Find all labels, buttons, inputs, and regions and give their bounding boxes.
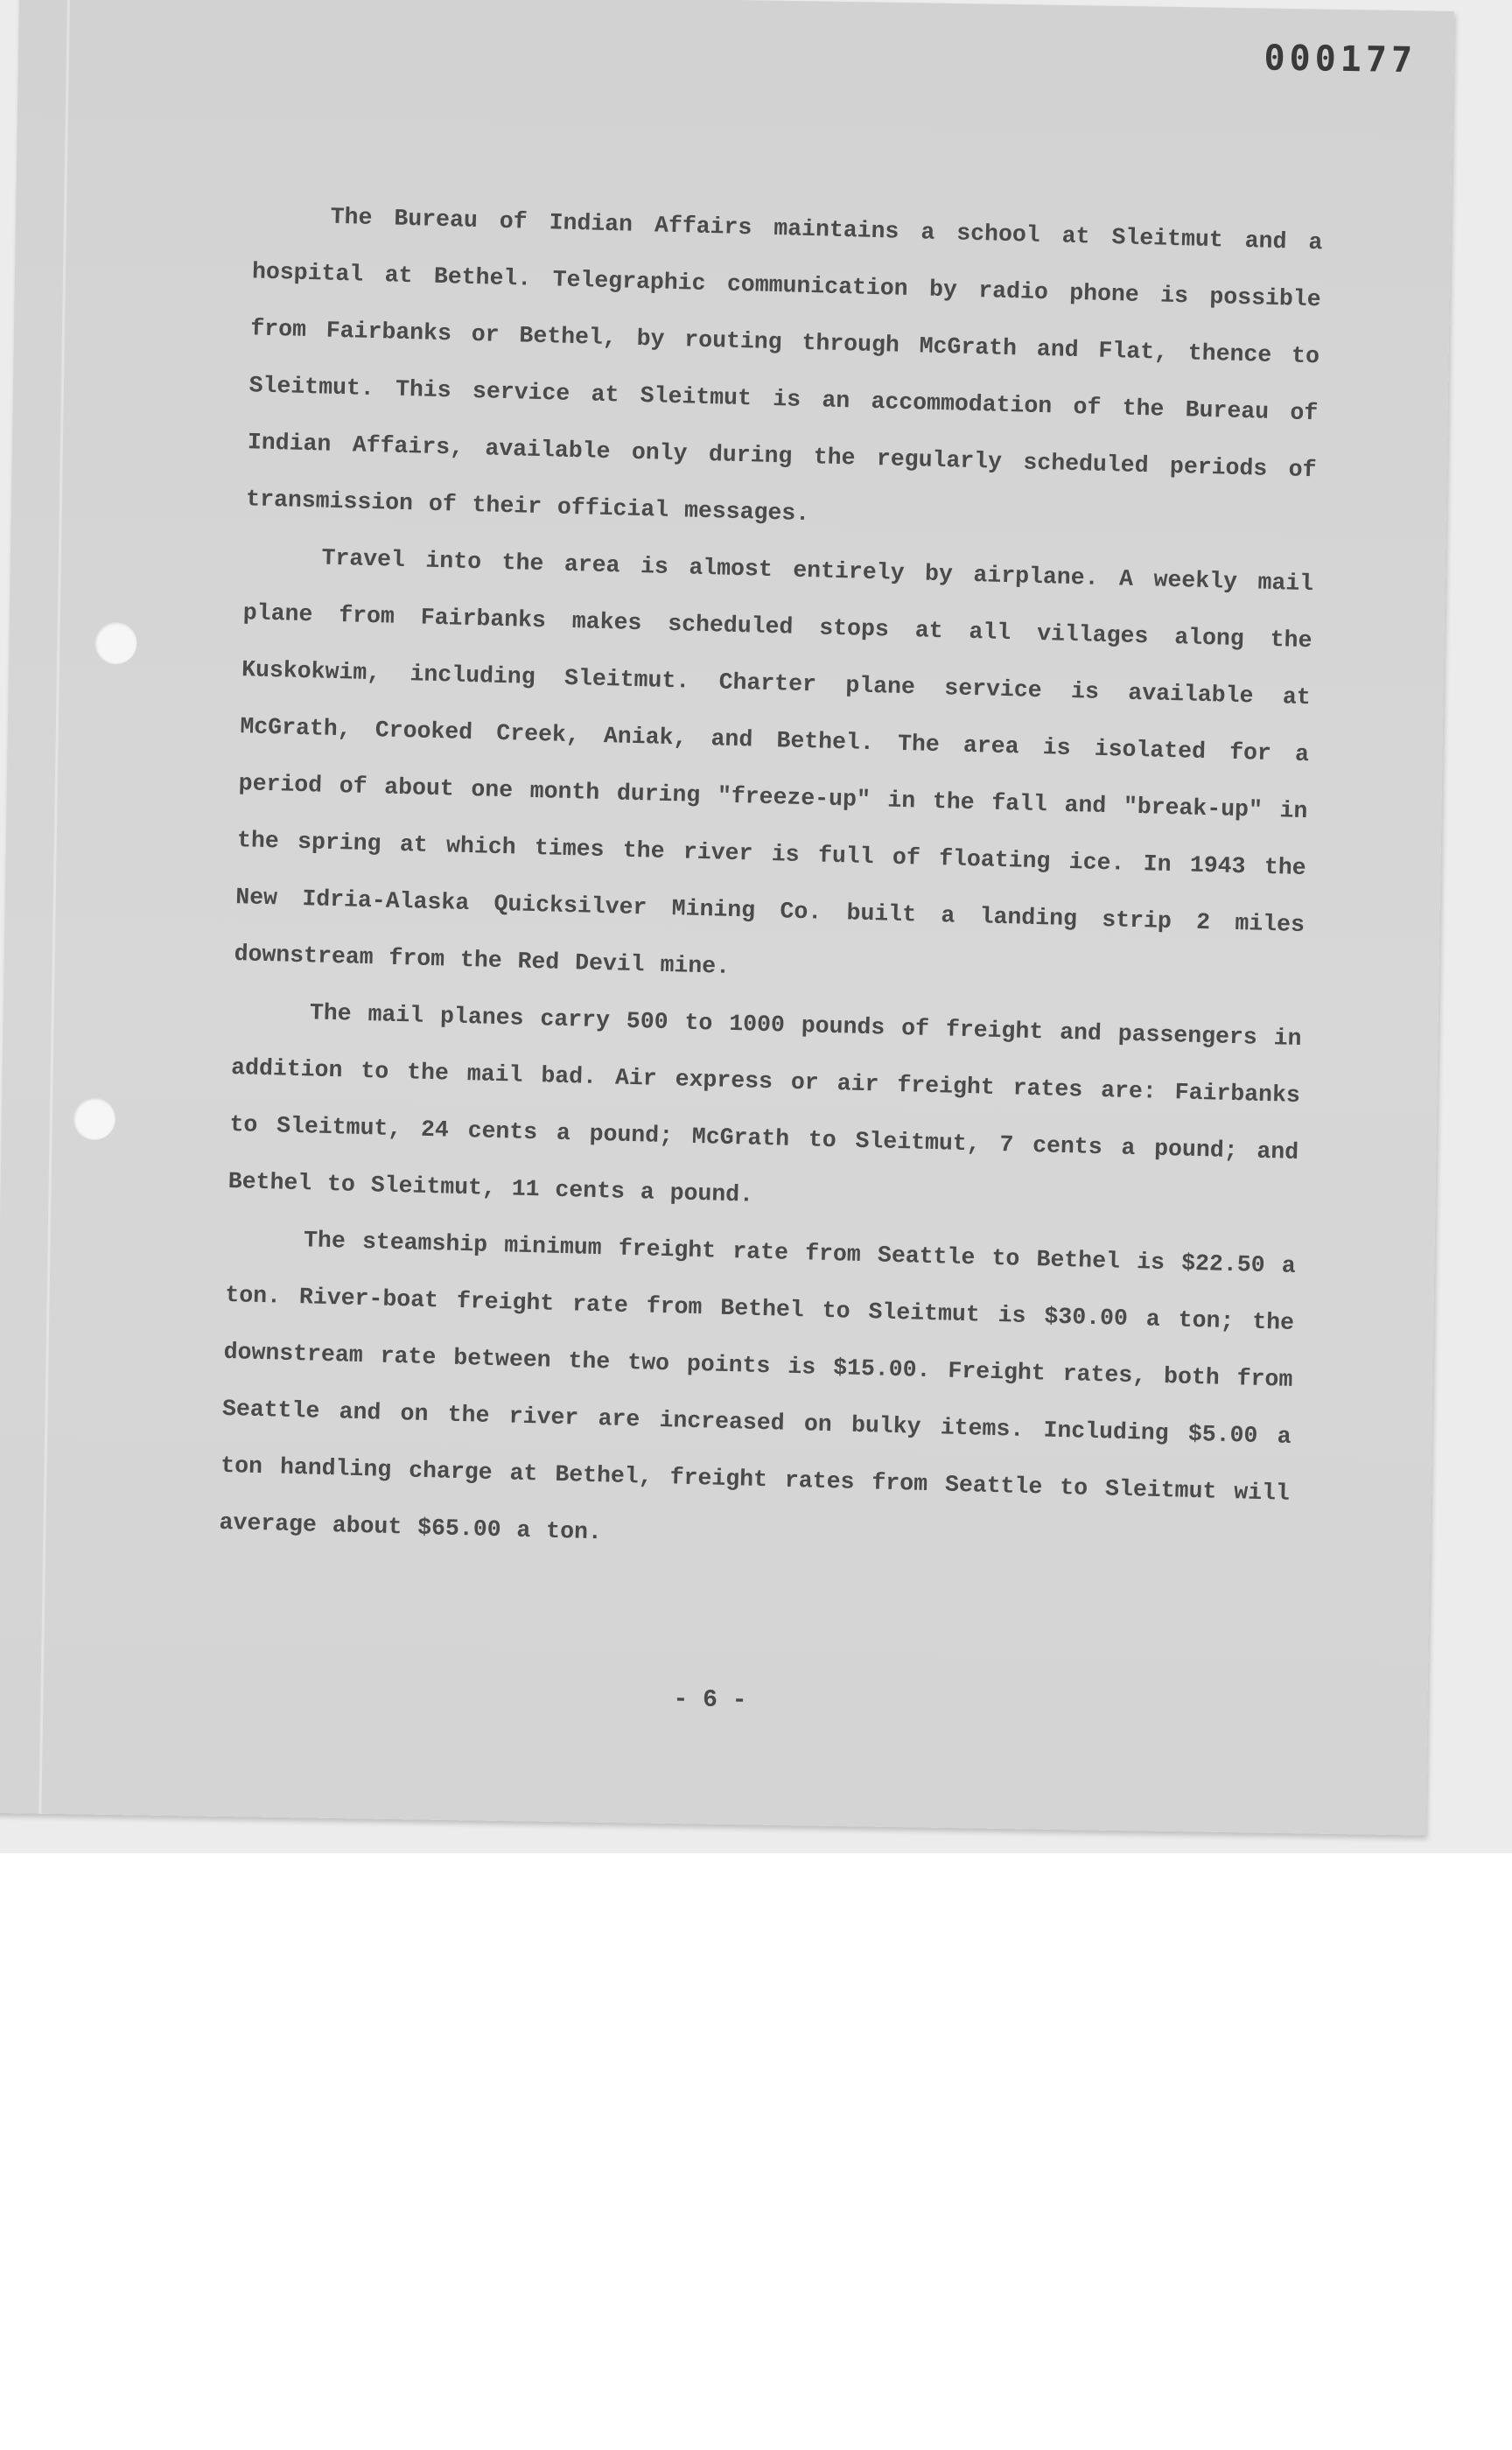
document-stamp-number: 000177 [1264, 38, 1418, 81]
page-number: - 6 - [673, 1686, 747, 1715]
paragraph-freight-rates: The steamship minimum freight rate from Seattle to Bethel is $22.50 a ton. River-boat freight rate from Bethel to Sleitmut is $30.00 a ton; the downstream rate between the two points is $15.00. Freight rates, both from Seattle and on the river are increased on bulky items. Including $5.00 a ton handling charge at Bethel, freight rates from Seattle to Sleitmut will average about $65.00 a ton. [219, 1227, 1297, 1546]
punch-hole-top [94, 622, 137, 665]
document-body [219, 186, 1323, 1578]
paragraph-bureau-services: The Bureau of Indian Affairs maintains a school at Sleitmut and a hospital at Bethel. Telegraphic communication by radio phone is possible from Fairbanks or Bethel, by routing through McGrath and Flat, thence to Sleitmut. This service at Sleitmut is an accommodation of the Bureau of Indian Affairs, available only during the regularly scheduled periods of transmission of their official messages. [245, 203, 1323, 528]
paragraph-travel: Travel into the area is almost entirely by airplane. A weekly mail plane from Fairbanks makes scheduled stops at all villages along the Kuskokwim, including Sleitmut. Charter plane service is available at McGrath, Crooked Creek, Aniak, and Bethel. The area is isolated for a period of about one month during "freeze-up" in the fall and "break-up" in the spring at which times the river is full of floating ice. In 1943 the New Idria-Alaska Quicksilver Mining Co. built a landing strip 2 miles downstream from the Red Devil mine. [234, 544, 1314, 980]
paragraph-mail-planes: The mail planes carry 500 to 1000 pounds of freight and passengers in addition to the mail bad. Air express or air freight rates are: Fairbanks to Sleitmut, 24 cents a pound; McGrath to Sleitmut, 7 cents a pound; and Bethel to Sleitmut, 11 cents a pound. [228, 999, 1302, 1208]
punch-hole-bottom [73, 1097, 116, 1140]
